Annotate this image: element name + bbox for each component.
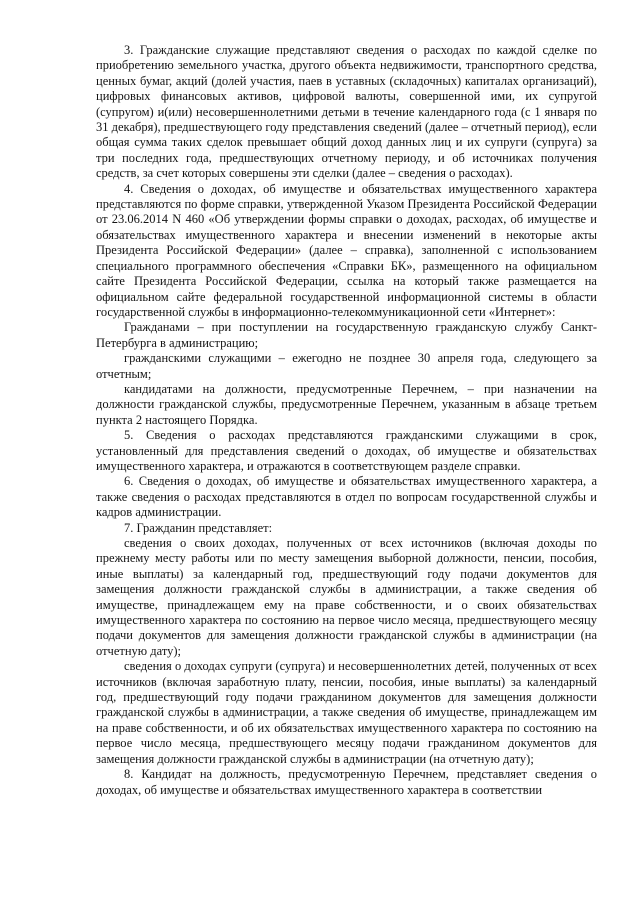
paragraph-8-candidate-submits: 8. Кандидат на должность, предусмотренную Перечнем, представляет сведения о доходах, об имуществе и обязательствах имущественного характера в соответствии xyxy=(96,767,597,797)
paragraph-5-expenses-deadline: 5. Сведения о расходах представляются гражданскими служащими в срок, установленный для представления сведений о доходах, об имуществе и обязательствах имущественного характера, и отражаются в соответствующем разделе справки. xyxy=(96,428,597,473)
paragraph-7-family-income-clause: сведения о доходах супруги (супруга) и несовершеннолетних детей, полученных от всех источников (включая заработную плату, пенсии, пособия, иные выплаты) за календарный год, предшествующий году подачи гражданином документов для замещения должности гражданской службы в администрации, а также сведения об имуществе, принадлежащем им на праве собственности, и об их обязательствах имущественного характера по состоянию на первое число месяца, предшествующего месяцу подачи гражданином документов для замещения должности гражданской службы в администрации (на отчетную дату); xyxy=(96,659,597,766)
paragraph-7-own-income-clause: сведения о своих доходах, полученных от всех источников (включая доходы по прежнему месту работы или по месту замещения выборной должности, пенсии, пособия, иные выплаты) за календарный год, предшествующий году подачи документов для замещения должности гражданской службы в администрации, а также сведения об имуществе, принадлежащем ему на праве собственности, и о своих обязательствах имущественного характера по состоянию на первое число месяца, предшествующего месяцу подачи документов для замещения должности гражданской службы в администрации (на отчетную дату); xyxy=(96,536,597,658)
paragraph-4-citizens-clause: Гражданами – при поступлении на государственную гражданскую службу Санкт-Петербурга в администрацию; xyxy=(96,320,597,350)
paragraph-7-citizen-submits: 7. Гражданин представляет: xyxy=(124,520,273,535)
paragraph-4-income-reporting-form: 4. Сведения о доходах, об имуществе и обязательствах имущественного характера представляются по форме справки, утвержденной Указом Президента Российской Федерации от 23.06.2014 N 460 «Об утверждении формы справки о доходах, расходах, об имуществе и обязательствах имущественного характера и внесении изменений в некоторые акты Президента Российской Федерации» (далее – справка), заполненной с использованием специального программного обеспечения «Справки БК», размещенного на официальном сайте Президента Российской Федерации, ссылка на который также размещается на официальном сайте федеральной государственной информационной системы в области государственной службы в информационно-телекоммуникационной сети «Интернет»: xyxy=(96,181,597,319)
paragraph-4-candidates-clause: кандидатами на должности, предусмотренные Перечнем, – при назначении на должности гражданской службы, предусмотренные Перечнем, указанным в абзаце третьем пункта 2 настоящего Порядка. xyxy=(96,381,597,427)
paragraph-4-civil-servants-clause: гражданскими служащими – ежегодно не позднее 30 апреля года, следующего за отчетным; xyxy=(96,351,597,381)
paragraph-3-expenses-reporting: 3. Гражданские служащие представляют сведения о расходах по каждой сделке по приобретению земельного участка, другого объекта недвижимости, транспортного средства, ценных бумаг, акций (долей участия, паев в уставных (складочных) капиталах организаций), цифровых финансовых активов, цифровой валюты, совершенной ими, их супругой (супругом) и(или) несовершеннолетними детьми в течение календарного года (с 1 января по 31 декабря), предшествующего году представления сведений (далее – отчетный период), если общая сумма таких сделок превышает общий доход данных лиц и их супруги (супруга) за три последних года, предшествующих отчетному периоду, и об источниках получения средств, за счет которых совершены эти сделки (далее – сведения о расходах). xyxy=(96,43,597,181)
paragraph-6-submission-department: 6. Сведения о доходах, об имуществе и обязательствах имущественного характера, а также сведения о расходах представляются в отдел по вопросам государственной службы и кадров администрации. xyxy=(96,474,597,520)
